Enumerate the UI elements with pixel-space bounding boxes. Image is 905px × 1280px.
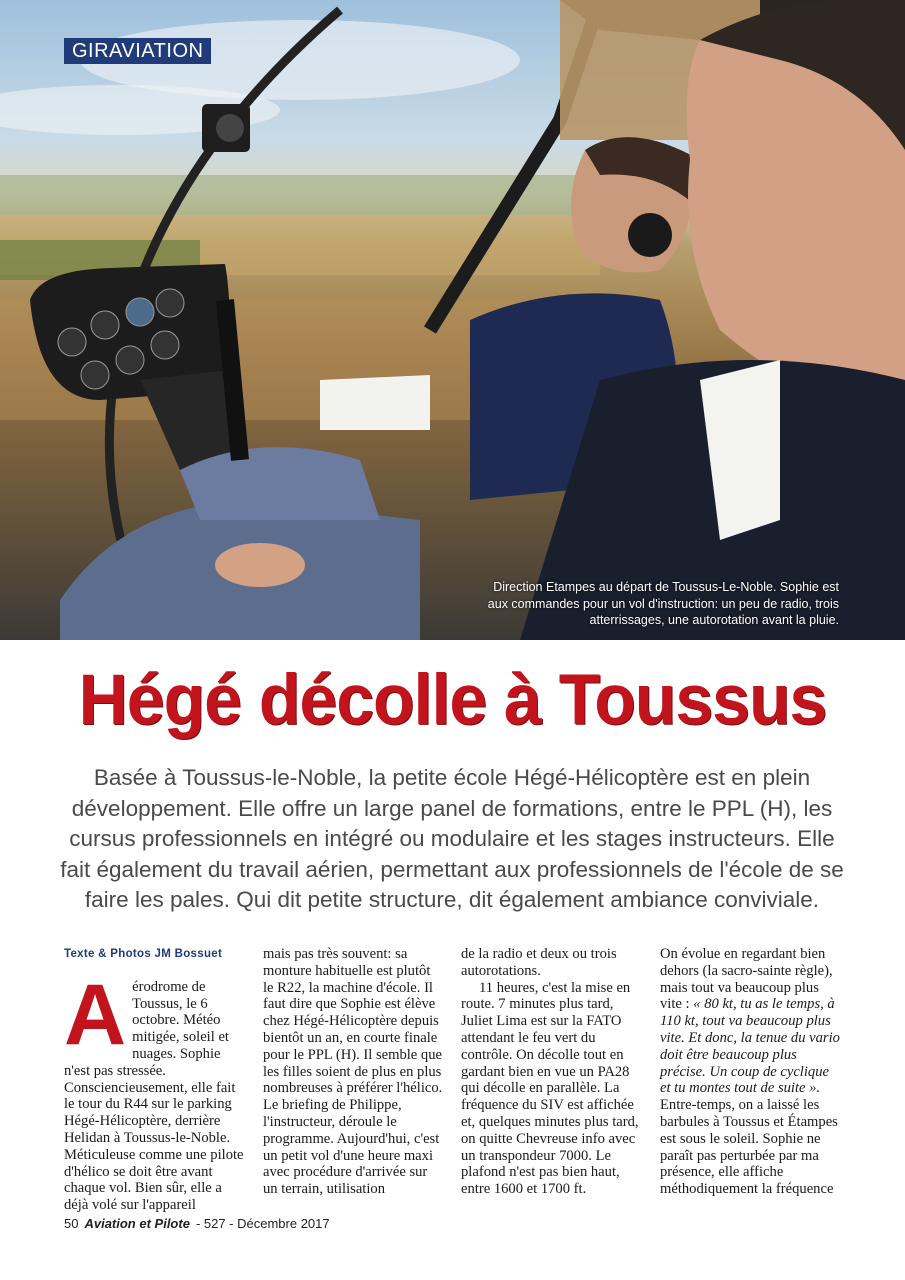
issue-info: - 527 - Décembre 2017 (195, 1216, 330, 1231)
drop-cap: A (64, 966, 127, 1063)
paragraph: érodrome de Toussus, le 6 octobre. Météo mitigée, soleil et nuages. Sophie n'est pas stressée. Consciencieusement, elle fait le tour du R44 sur le parking Hégé-Hélicoptère, derrière Helidan à Toussus-le-Noble. Méticuleuse comme une pilote d'hélico se doit être avant chaque vol. Bien sûr, elle a déjà volé sur l'appareil (64, 978, 244, 1214)
body-column-1 (64, 946, 244, 1214)
photo-caption: Direction Etampes au départ de Toussus-Le-Noble. Sophie est aux commandes pour un vol d'instruction: un peu de radio, trois atterrissages, une autorotation avant la pluie. (487, 580, 839, 627)
magazine-name: Aviation et Pilote (84, 1216, 190, 1231)
article-title: Hégé décolle à Toussus (78, 660, 827, 740)
instructor-quote: « 80 kt, tu as le temps, à 110 kt, tout va beaucoup plus vite. Et donc, la tenue du vario doit être beaucoup plus précise. Un coup de cyclique et tu montes tout de suite ». (660, 996, 840, 1097)
paragraph-text: Entre-temps, on a laissé les barbules à Toussus et Étampes est sous le soleil. Sophie ne paraît pas perturbée par ma présence, elle affiche méthodiquement la fréquence (660, 1097, 838, 1198)
body-column-3 (461, 946, 641, 1198)
paragraph: mais pas très souvent: sa monture habituelle est plutôt le R22, la machine d'école. Il faut dire que Sophie est élève chez Hégé-Hélicoptère depuis bientôt un an, en courte finale pour le PPL (H). Il semble que les filles soient de plus en plus nombreuses à préférer l'hélico. Le briefing de Philippe, l'instructeur, déroule le programme. Aujourd'hui, c'est un petit vol d'une heure maxi avec procédure d'arrivée sur un terrain, utilisation (263, 946, 443, 1198)
article-lead: Basée à Toussus-le-Noble, la petite école Hégé-Hélicoptère est en plein développement. Elle offre un large panel de formations, entre le PPL (H), les cursus professionnels en intégré ou modulaire et les stages instructeurs. Elle fait également du travail aérien, permettant aux professionnels de l'école de se faire les pales. Qui dit petite structure, dit également ambiance conviviale. (60, 765, 844, 912)
paragraph-text: On évolue en regardant bien dehors (la sacro-sainte règle), mais tout va beaucoup plus vite : (660, 946, 833, 1013)
section-tag: GIRAVIATION (64, 38, 211, 64)
page-footer (64, 1216, 330, 1231)
paragraph: 11 heures, c'est la mise en route. 7 minutes plus tard, Juliet Lima est sur la FATO attendant le feu vert du contrôle. On décolle tout en gardant bien en vue un PA28 qui décolle en parallèle. La fréquence du SIV est affichée et, quelques minutes plus tard, on quitte Chevreuse info avec un transpondeur 7000. Le plafond n'est pas bien haut, entre 1600 et 1700 ft. (461, 979, 639, 1198)
byline: Texte & Photos JM Bossuet (64, 948, 223, 960)
page-number: 50 (64, 1216, 79, 1231)
body-column-2 (263, 946, 443, 1198)
paragraph (660, 946, 840, 1198)
paragraph: de la radio et deux ou trois autorotations. (461, 946, 617, 979)
body-column-4 (660, 946, 840, 1198)
